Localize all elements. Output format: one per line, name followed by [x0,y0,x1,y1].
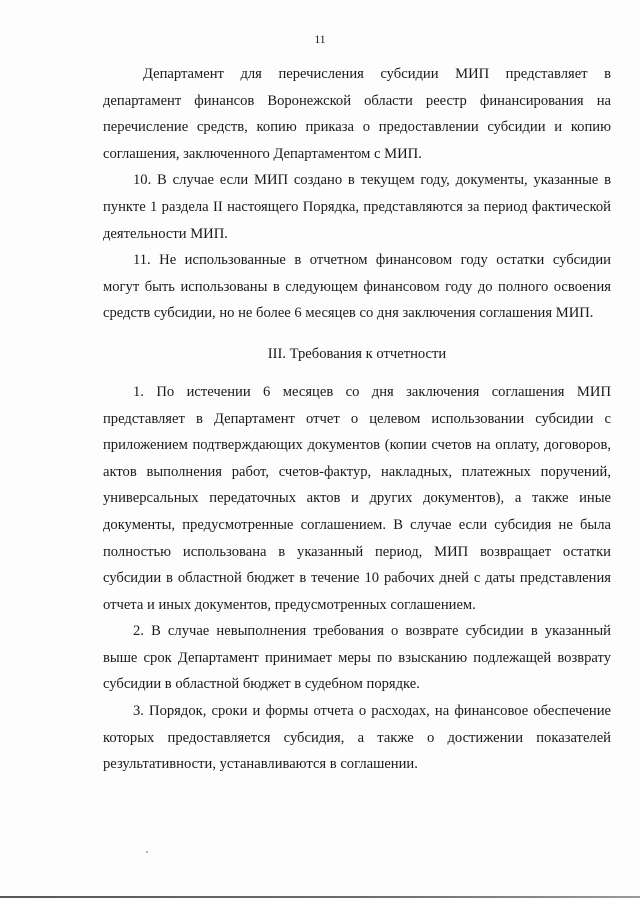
scan-speck [146,851,148,853]
paragraph-10: 10. В случае если МИП создано в текущем году, документы, указанные в пункте 1 раздела II настоящего Порядка, представляются за период фактической деятельности МИП. [103,172,611,242]
scan-edge-line [0,896,640,898]
paragraph-report-2: 2. В случае невыполнения требования о возврате субсидии в указанный выше срок Департамент принимает меры по взысканию подлежащей возврату субсидии в областной бюджет в судебном порядке. [103,623,611,693]
section-heading: III. Требования к отчетности [267,345,447,362]
paragraph-reestr: Департамент для перечисления субсидии МИП представляет в департамент финансов Воронежской области реестр финансирования на перечисление средств, копию приказа о предоставлении субсидии и копию соглашения, заключенного Департаментом с МИП. [103,66,611,162]
paragraph-report-3: 3. Порядок, сроки и формы отчета о расходах, на финансовое обеспечение которых предоставляется субсидия, а также о достижении показателей результативности, устанавливаются в соглашении. [103,703,611,773]
page-number: 11 [314,34,326,46]
paragraph-report-1: 1. По истечении 6 месяцев со дня заключения соглашения МИП представляет в Департамент отчет о целевом использовании субсидии с приложением подтверждающих документов (копии счетов на оплату, договоров, актов выполнения работ, счетов-фактур, накладных, платежных поручений, универсальных передаточных актов и других документов), а также иные документы, предусмотренные соглашением. В случае если субсидия не была полностью использована в указанный период, МИП возвращает остатки субсидии в областной бюджет в течение 10 рабочих дней с даты представления отчета и иных документов, предусмотренных соглашением. [103,383,611,613]
document-body [103,61,611,778]
paragraph-11: 11. Не использованные в отчетном финансовом году остатки субсидии могут быть использованы в следующем финансовом году до полного освоения средств субсидии, но не более 6 месяцев со дня заключения соглашения МИП. [103,252,611,322]
